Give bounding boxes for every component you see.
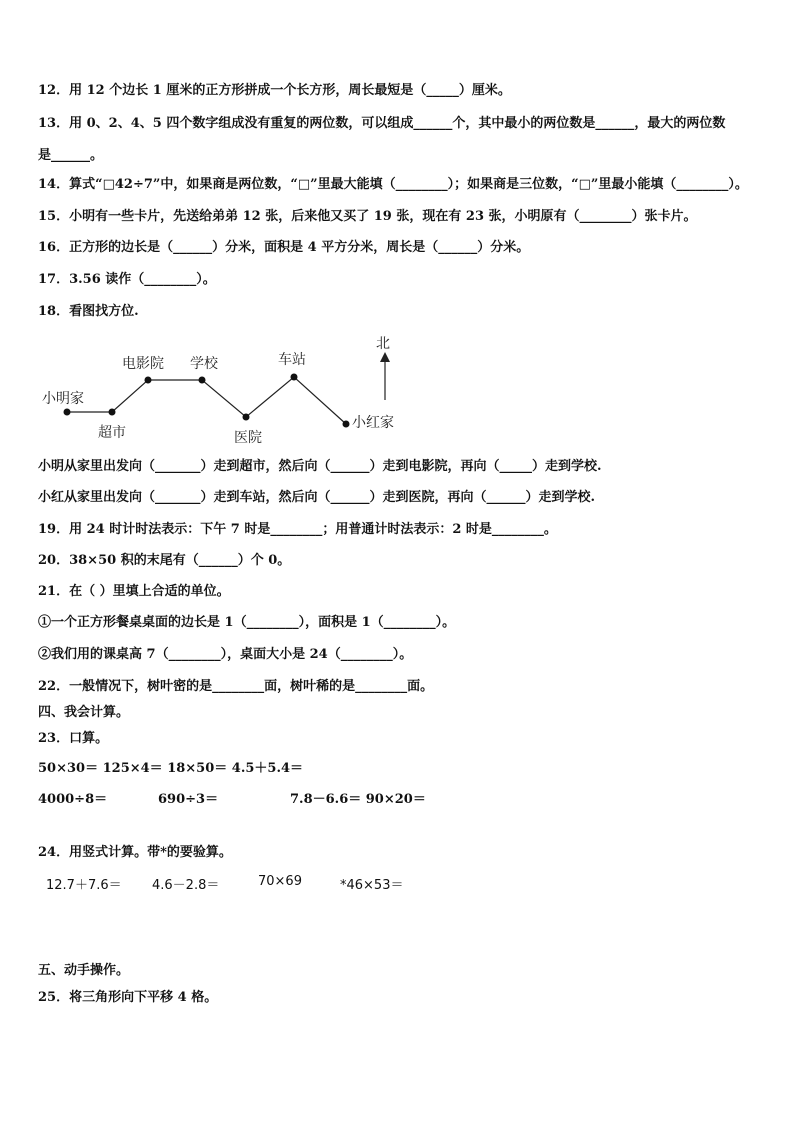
- north-label: 北: [376, 336, 390, 352]
- question-23-row2a: 4000÷8＝: [38, 792, 108, 807]
- question-12: 12．用 12 个边长 1 厘米的正方形拼成一个长方形，周长最短是（_____）厘米。: [38, 83, 511, 98]
- question-23-row2c: 7.8－6.6＝ 90×20＝: [290, 792, 426, 807]
- label-home-xh: 小红家: [352, 415, 394, 431]
- question-25: 25．将三角形向下平移 4 格。: [38, 990, 218, 1005]
- question-20: 20．38×50 积的末尾有（______）个 0。: [38, 553, 291, 568]
- question-17: 17．3.56 读作（________）。: [38, 272, 216, 287]
- label-cinema: 电影院: [122, 356, 164, 372]
- question-15: 15．小明有一些卡片，先送给弟弟 12 张，后来他又买了 19 张，现在有 23 张，小明原有（________）张卡片。: [38, 209, 697, 224]
- label-market: 超市: [98, 425, 126, 441]
- cinema-dot: [145, 377, 152, 384]
- question-24: 24．用竖式计算。带*的要验算。: [38, 845, 232, 860]
- calc-item-2: 4.6－2.8＝: [152, 878, 220, 893]
- hospital-dot: [243, 414, 250, 421]
- label-home-xm: 小明家: [42, 391, 84, 407]
- question-21-item1: ①一个正方形餐桌桌面的边长是 1（________），面积是 1（________）。: [38, 615, 456, 630]
- label-station: 车站: [278, 352, 306, 368]
- route-line: [67, 377, 346, 424]
- calc-item-3: 70×69: [258, 874, 302, 889]
- label-school: 学校: [190, 356, 218, 372]
- question-18-xiaohong: 小红从家里出发向（_______）走到车站，然后向（______）走到医院，再向（______）走到学校.: [38, 490, 596, 505]
- calc-item-4: *46×53＝: [340, 878, 404, 893]
- question-23-row1: 50×30＝ 125×4＝ 18×50＝ 4.5＋5.4＝: [38, 761, 304, 776]
- question-22: 22．一般情况下，树叶密的是________面，树叶稀的是________面。: [38, 679, 434, 694]
- label-hospital: 医院: [234, 430, 262, 446]
- direction-map: [30, 330, 430, 450]
- question-16: 16．正方形的边长是（______）分米，面积是 4 平方分米，周长是（______）分米。: [38, 240, 530, 255]
- calc-item-1: 12.7＋7.6＝: [46, 878, 122, 893]
- question-23-row2b: 690÷3＝: [158, 792, 219, 807]
- home-xm-dot: [64, 409, 71, 416]
- north-arrow-head: [380, 352, 390, 362]
- station-dot: [291, 374, 298, 381]
- market-dot: [109, 409, 116, 416]
- question-21: 21．在（ ）里填上合适的单位。: [38, 584, 230, 599]
- home-xh-dot: [343, 421, 350, 428]
- school-dot: [199, 377, 206, 384]
- question-14: 14．算式“□42÷7”中，如果商是两位数，“□”里最大能填（________）；如果商是三位数，“□”里最小能填（________）。: [38, 177, 748, 192]
- section-5-title: 五、动手操作。: [38, 963, 130, 978]
- question-13-line1: 13．用 0、2、4、5 四个数字组成没有重复的两位数，可以组成______个，其中最小的两位数是______，最大的两位数: [38, 116, 726, 131]
- question-18: 18．看图找方位.: [38, 304, 139, 319]
- section-4-title: 四、我会计算。: [38, 705, 130, 720]
- question-19: 19．用 24 时计时法表示：下午 7 时是________；用普通计时法表示：2 时是________。: [38, 522, 557, 537]
- question-21-item2: ②我们用的课桌高 7（________），桌面大小是 24（________）。: [38, 647, 413, 662]
- question-23: 23．口算。: [38, 731, 109, 746]
- question-13-line2: 是______。: [38, 148, 104, 163]
- question-18-xiaoming: 小明从家里出发向（_______）走到超市，然后向（______）走到电影院，再向（_____）走到学校.: [38, 459, 602, 474]
